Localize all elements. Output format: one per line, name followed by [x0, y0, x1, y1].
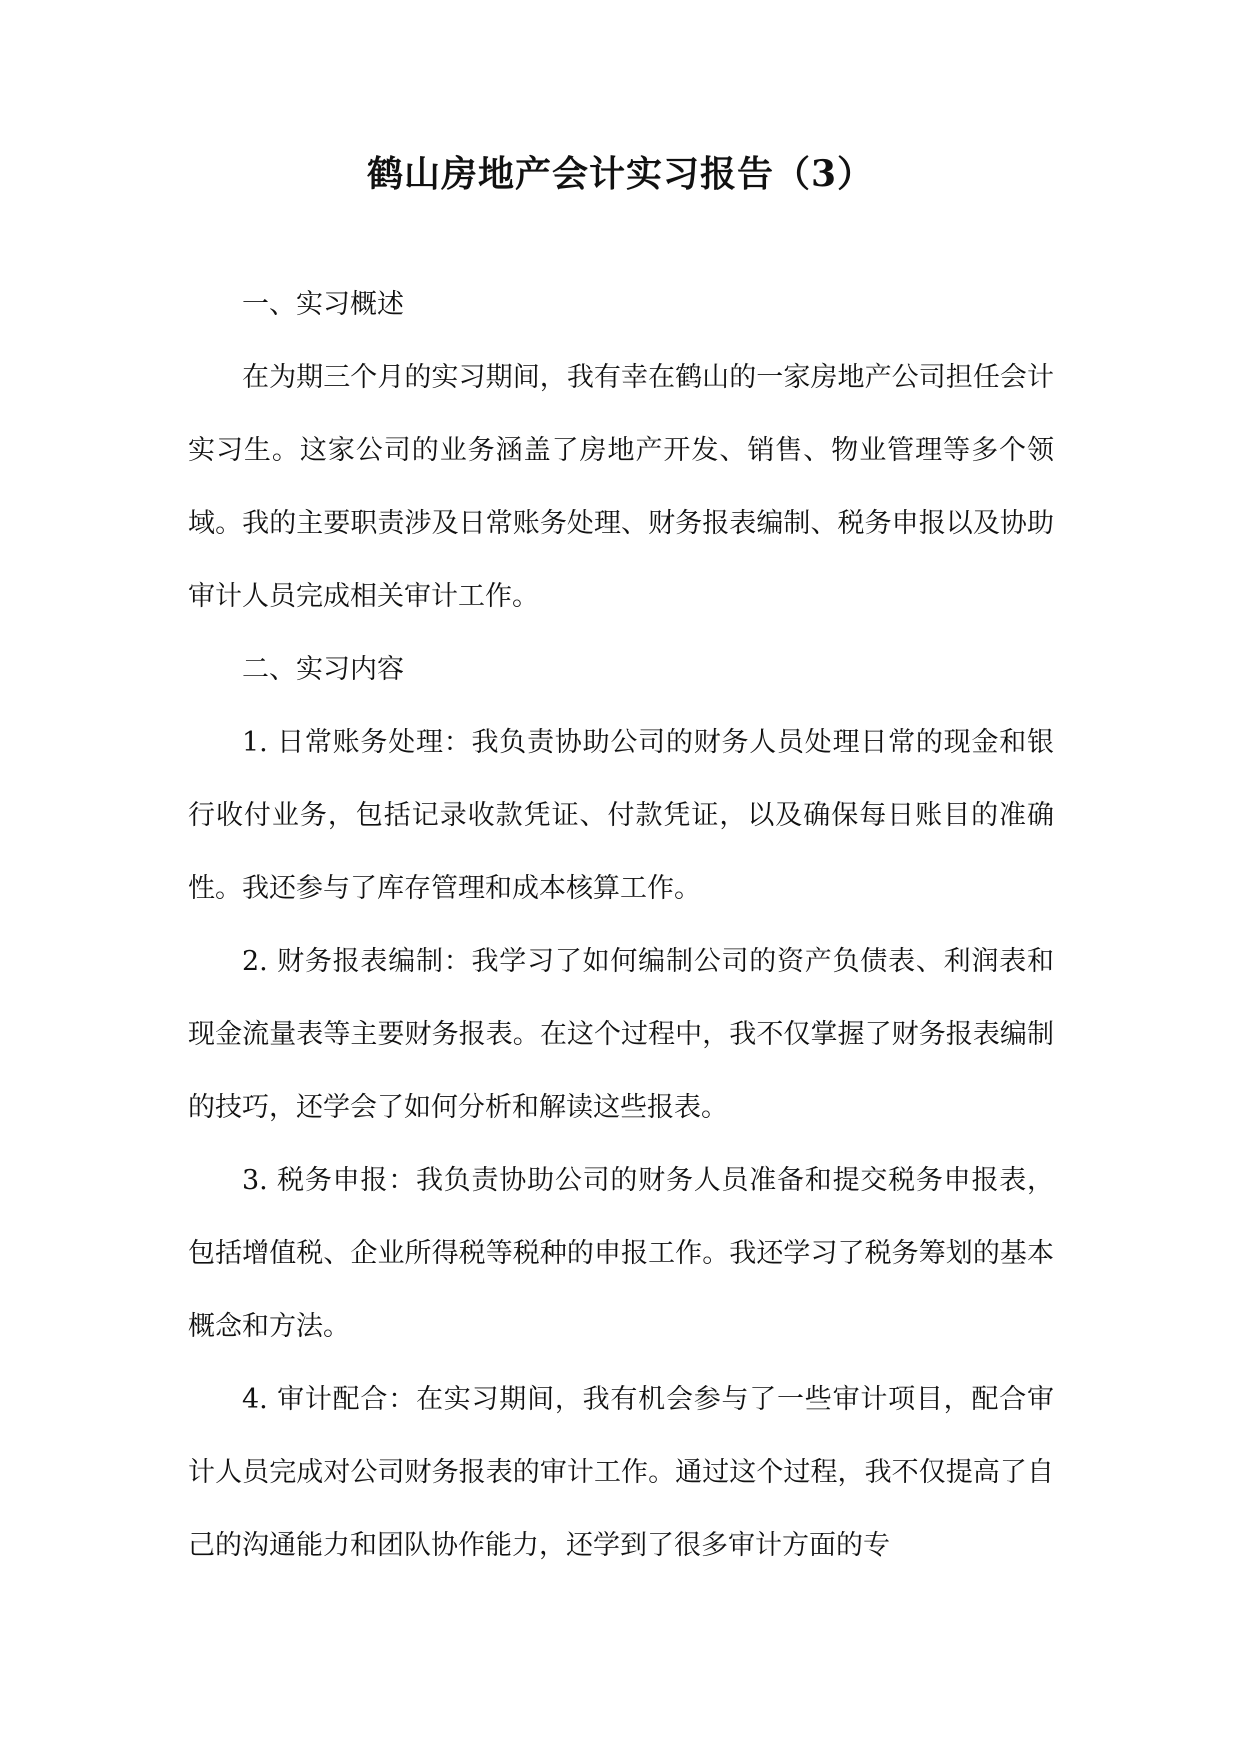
paragraph-item-3: 3. 税务申报：我负责协助公司的财务人员准备和提交税务申报表，包括增值税、企业所得税等税种的申报工作。我还学习了税务筹划的基本概念和方法。 [188, 1165, 1054, 1342]
document-body [188, 268, 1054, 1582]
paragraph-item-1: 1. 日常账务处理：我负责协助公司的财务人员处理日常的现金和银行收付业务，包括记录收款凭证、付款凭证，以及确保每日账目的准确性。我还参与了库存管理和成本核算工作。 [188, 727, 1054, 904]
paragraph-item-2: 2. 财务报表编制：我学习了如何编制公司的资产负债表、利润表和现金流量表等主要财务报表。在这个过程中，我不仅掌握了财务报表编制的技巧，还学会了如何分析和解读这些报表。 [188, 946, 1054, 1123]
section-heading-overview: 一、实习概述 [242, 289, 404, 320]
section-heading-content: 二、实习内容 [242, 654, 404, 685]
document-title: 鹤山房地产会计实习报告（3） [366, 153, 875, 195]
paragraph-overview: 在为期三个月的实习期间，我有幸在鹤山的一家房地产公司担任会计实习生。这家公司的业务涵盖了房地产开发、销售、物业管理等多个领域。我的主要职责涉及日常账务处理、财务报表编制、税务申报以及协助审计人员完成相关审计工作。 [188, 362, 1054, 612]
paragraph-item-4: 4. 审计配合：在实习期间，我有机会参与了一些审计项目，配合审计人员完成对公司财务报表的审计工作。通过这个过程，我不仅提高了自己的沟通能力和团队协作能力，还学到了很多审计方面的专 [188, 1384, 1054, 1561]
